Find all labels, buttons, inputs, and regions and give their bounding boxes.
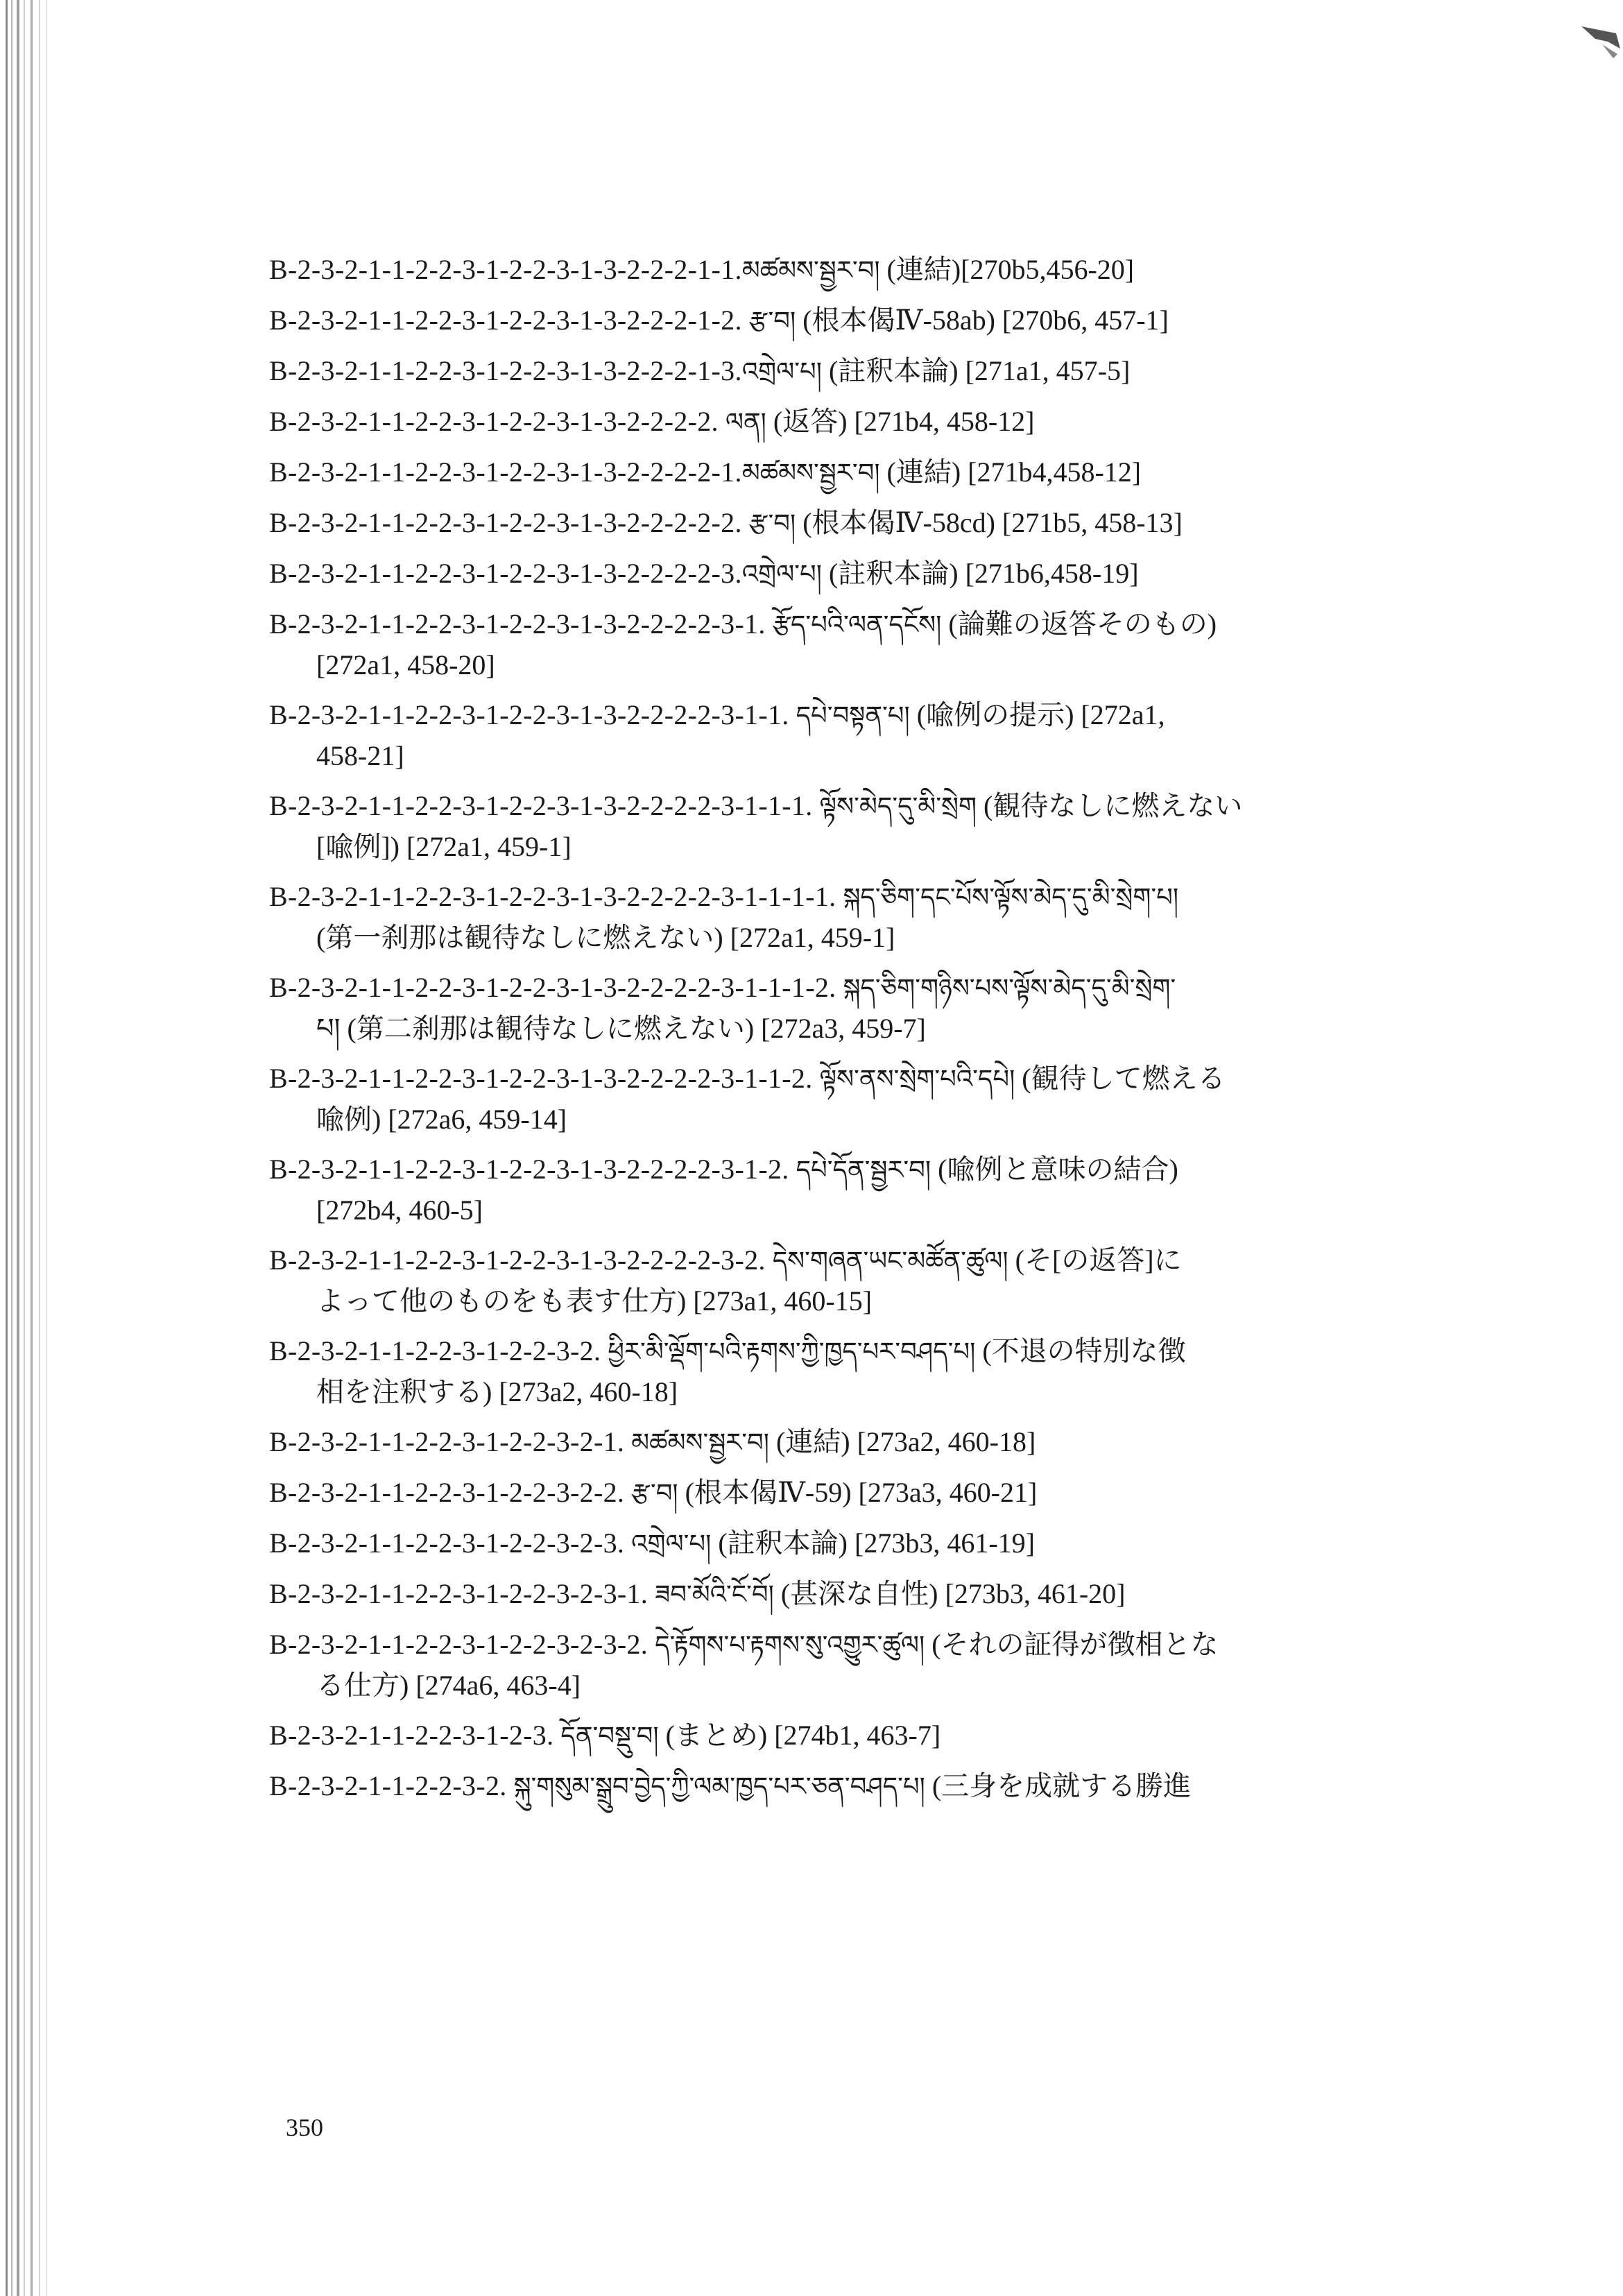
entry-gloss: (観待して燃える [1022,1063,1226,1094]
entry-number: B-2-3-2-1-1-2-2-3-1-2-2-3-2-1. [269,1426,625,1457]
outline-entry [269,351,1476,392]
page-corner-mark [1574,21,1623,69]
tibetan-heading: དཔེ་དོན་སྦྱར་བ། [796,1155,931,1185]
entry-number: B-2-3-2-1-1-2-2-3-1-2-2-3-1-3-2-2-2-2-3-1-1-1. [269,790,813,821]
tibetan-heading: མཚམས་སྦྱར་བ། [741,458,880,488]
entry-gloss: (註釈本論) [271b6,458-19] [828,558,1139,589]
tibetan-heading: རྩ་བ། [631,1478,678,1508]
outline-entry [269,1473,1476,1514]
binding-shadow [0,0,55,2296]
tibetan-heading: དཔེ་བསྟན་པ། [796,701,910,730]
entry-continuation: པ། (第二刹那は観待なしに燃えない) [272a3, 459-7] [316,1013,926,1044]
entry-gloss: (喩例の提示) [272a1, [916,699,1165,730]
entry-number: B-2-3-2-1-1-2-2-3-1-2-2-3-2-3. [269,1527,625,1559]
page-number: 350 [286,2114,323,2141]
entry-number: B-2-3-2-1-1-2-2-3-1-2-2-3-2-2. [269,1477,625,1508]
entry-number: B-2-3-2-1-1-2-2-3-2. [269,1770,507,1801]
outline-entry [269,300,1476,341]
entry-number: B-2-3-2-1-1-2-2-3-1-2-2-3-1-3-2-2-2-2-3-2. [269,1244,766,1276]
entry-number: B-2-3-2-1-1-2-2-3-1-2-3. [269,1720,554,1751]
outline-entry [269,1766,1476,1807]
tibetan-heading: རྩ་བ། [748,508,796,538]
entry-number: B-2-3-2-1-1-2-2-3-1-2-2-3-2. [269,1335,601,1367]
outline-entry [269,604,1476,685]
outline-entry [269,1331,1476,1412]
entry-gloss: (連結)[270b5,456-20] [886,254,1135,285]
entry-gloss: (返答) [271b4, 458-12] [773,406,1035,437]
entry-number: B-2-3-2-1-1-2-2-3-1-2-2-3-1-3-2-2-2-2-3. [269,558,742,589]
tibetan-heading: ལན། [725,407,766,437]
tibetan-heading: ཟབ་མོའི་ངོ་བོ། [655,1579,774,1609]
outline-entry [269,1625,1476,1706]
entry-gloss: (註釈本論) [271a1, 457-5] [828,355,1131,386]
entry-number: B-2-3-2-1-1-2-2-3-1-2-2-3-2-3-1. [269,1578,649,1609]
entry-gloss: (論難の返答そのもの) [948,608,1217,640]
entry-number: B-2-3-2-1-1-2-2-3-1-2-2-3-1-3-2-2-2-2-3-1-1-2. [269,1063,813,1094]
entry-gloss: (連結) [271b4,458-12] [886,456,1142,488]
entry-number: B-2-3-2-1-1-2-2-3-1-2-2-3-1-3-2-2-2-2-3-1-1-1-1. [269,881,836,912]
entry-number: B-2-3-2-1-1-2-2-3-1-2-2-3-1-3-2-2-2-2-3-1-1-1-2. [269,972,836,1003]
tibetan-heading: འགྲེལ་པ། [741,357,822,386]
entry-gloss: (不退の特別な徴 [982,1335,1186,1367]
entry-number: B-2-3-2-1-1-2-2-3-1-2-2-3-2-3-2. [269,1629,649,1660]
tibetan-heading: སྐད་ཅིག་དང་པོས་ལྟོས་མེད་དུ་མི་སྲེག་པ། [843,882,1179,912]
entry-gloss: (まとめ) [274b1, 463-7] [665,1720,941,1751]
tibetan-heading: དོན་བསྡུ་བ། [560,1721,659,1751]
tibetan-heading: རྩ་བ། [748,306,796,336]
tibetan-heading: འགྲེལ་པ། [741,559,822,589]
entry-gloss: (根本偈Ⅳ-58ab) [270b6, 457-1] [802,305,1169,336]
tibetan-heading: ལྟོས་ནས་སྲེག་པའི་དཔེ། [819,1064,1015,1094]
outline-entry [269,695,1476,776]
entry-number: B-2-3-2-1-1-2-2-3-1-2-2-3-1-3-2-2-2-1-1. [269,254,742,285]
tibetan-heading: དེ་རྟོགས་པ་རྟགས་སུ་འགྱུར་ཚུལ། [655,1630,925,1660]
entry-number: B-2-3-2-1-1-2-2-3-1-2-2-3-1-3-2-2-2-1-2. [269,305,742,336]
tibetan-heading: ལྟོས་མེད་དུ་མི་སྲེག [819,791,977,821]
entry-gloss: (連結) [273a2, 460-18] [775,1426,1036,1457]
entry-number: B-2-3-2-1-1-2-2-3-1-2-2-3-1-3-2-2-2-2-2. [269,507,742,538]
outline-entry [269,1523,1476,1564]
entry-continuation: (第一刹那は観待なしに燃えない) [272a1, 459-1] [316,922,895,953]
entry-gloss: (そ[の返答]に [1015,1244,1182,1276]
tibetan-heading: སྐུ་གསུམ་སྒྲུབ་བྱེད་ཀྱི་ལམ་ཁྱད་པར་ཅན་བཤད་པ། [513,1772,925,1801]
entry-number: B-2-3-2-1-1-2-2-3-1-2-2-3-1-3-2-2-2-2-1. [269,456,742,488]
outline-entry [269,1149,1476,1231]
tibetan-heading: རྩོད་པའི་ལན་དངོས། [772,610,942,640]
entry-gloss: (それの証得が徴相とな [931,1629,1219,1660]
tibetan-heading: སྐད་ཅིག་གཉིས་པས་ལྟོས་མེད་དུ་མི་སྲེག་ [843,973,1176,1003]
entry-number: B-2-3-2-1-1-2-2-3-1-2-2-3-1-3-2-2-2-2-3-1-1. [269,699,789,730]
entry-continuation: 相を注釈する) [273a2, 460-18] [316,1376,678,1407]
outline-entry [269,1059,1476,1140]
entry-number: B-2-3-2-1-1-2-2-3-1-2-2-3-1-3-2-2-2-1-3. [269,355,742,386]
outline-entry [269,877,1476,958]
outline-entry [269,1240,1476,1321]
entry-continuation: る仕方) [274a6, 463-4] [316,1670,581,1701]
entry-gloss: (観待なしに燃えない [984,790,1243,821]
entry-continuation: 458-21] [316,740,404,771]
entry-number: B-2-3-2-1-1-2-2-3-1-2-2-3-1-3-2-2-2-2-3-1. [269,608,766,640]
outline-entry [269,452,1476,493]
entry-gloss: (喩例と意味の結合) [938,1154,1178,1185]
entry-number: B-2-3-2-1-1-2-2-3-1-2-2-3-1-3-2-2-2-2. [269,406,719,437]
tibetan-heading: མཚམས་སྦྱར་བ། [741,255,880,285]
outline-entry [269,250,1476,291]
entry-continuation: [272b4, 460-5] [316,1194,483,1226]
entry-continuation: [272a1, 458-20] [316,649,495,680]
tibetan-heading: ཕྱིར་མི་ལྡོག་པའི་རྟགས་ཀྱི་ཁྱད་པར་བཤད་པ། [608,1337,976,1367]
entry-continuation: [喩例]) [272a1, 459-1] [316,831,572,862]
outline-entry [269,554,1476,594]
entry-continuation: よって他のものをも表す仕方) [273a1, 460-15] [316,1285,873,1317]
tibetan-heading: འགྲེལ་པ། [631,1529,712,1559]
entry-gloss: (三身を成就する勝進 [931,1770,1192,1801]
entry-gloss: (註釈本論) [273b3, 461-19] [718,1527,1035,1559]
outline-entry [269,786,1476,867]
outline-entry [269,1715,1476,1756]
outline-list [269,250,1476,1817]
entry-gloss: (根本偈Ⅳ-59) [273a3, 460-21] [685,1477,1038,1508]
outline-entry [269,1574,1476,1615]
outline-entry [269,1422,1476,1463]
entry-gloss: (甚深な自性) [273b3, 461-20] [780,1578,1126,1609]
tibetan-heading: དེས་གཞན་ཡང་མཚོན་ཚུལ། [772,1246,1008,1276]
outline-entry [269,968,1476,1049]
outline-entry [269,503,1476,544]
tibetan-heading: མཚམས་སྦྱར་བ། [631,1428,769,1457]
entry-gloss: (根本偈Ⅳ-58cd) [271b5, 458-13] [802,507,1183,538]
entry-number: B-2-3-2-1-1-2-2-3-1-2-2-3-1-3-2-2-2-2-3-1-2. [269,1154,789,1185]
entry-continuation: 喩例) [272a6, 459-14] [316,1104,567,1135]
outline-entry [269,402,1476,443]
